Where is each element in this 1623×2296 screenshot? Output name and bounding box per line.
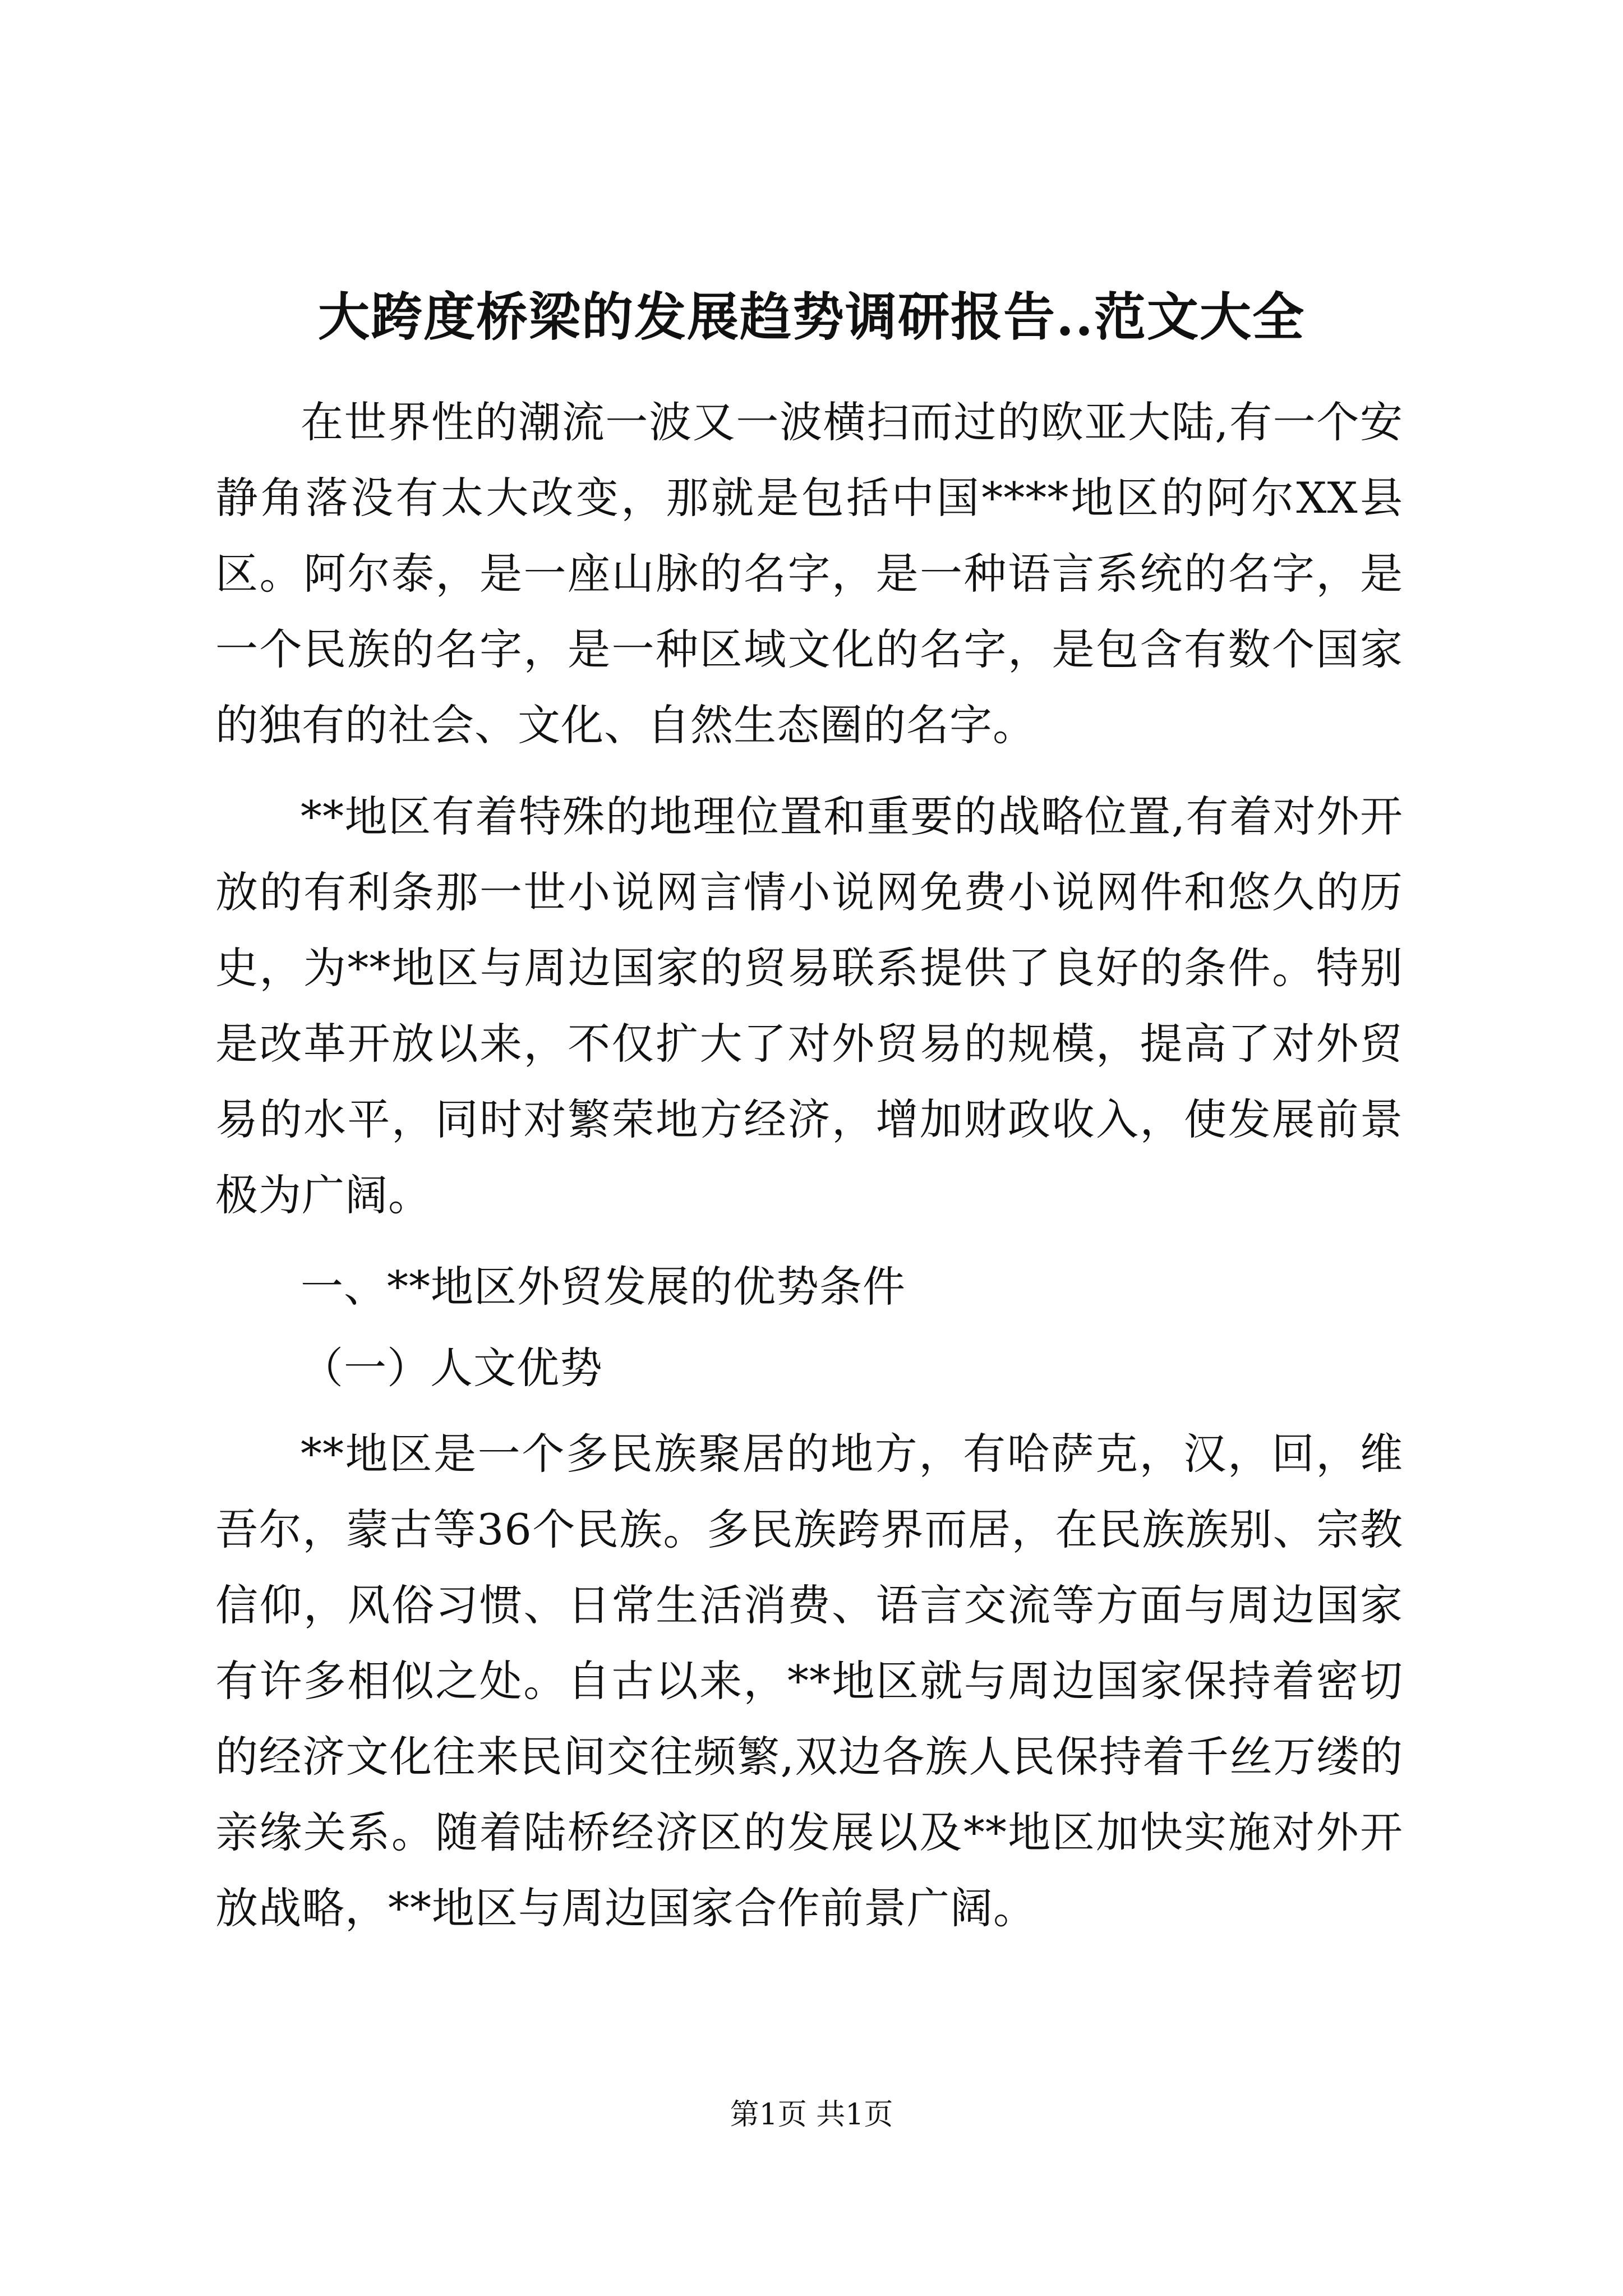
paragraph-cultural-advantage: **地区是一个多民族聚居的地方，有哈萨克，汉，回，维吾尔，蒙古等36个民族。多民族跨界而居，在民族族别、宗教信仰，风俗习惯、日常生活消费、语言交流等方面与周边国家有许多相似之处。自古以来，**地区就与周边国家保持着密切的经济文化往来民间交往频繁,双边各族人民保持着千丝万缕的亲缘关系。随着陆桥经济区的发展以及**地区加快实施对外开放战略，**地区与周边国家合作前景广阔。 — [215, 1429, 1403, 1933]
page-footer: 第1页 共1页 — [730, 2098, 893, 2132]
paragraph-region-overview: **地区有着特殊的地理位置和重要的战略位置,有着对外开放的有利条那一世小说网言情小说网免费小说网件和悠久的历史，为**地区与周边国家的贸易联系提供了良好的条件。特别是改革开放以来，不仅扩大了对外贸易的规模，提高了对外贸易的水平，同时对繁荣地方经济，增加财政收入，使发展前景极为广阔。 — [215, 792, 1403, 1220]
document-title: 大跨度桥梁的发展趋势调研报告..范文大全 — [317, 287, 1306, 347]
document-body — [215, 384, 1403, 1946]
paragraph-intro: 在世界性的潮流一波又一波横扫而过的欧亚大陆,有一个安静角落没有太大改变，那就是包括中国****地区的阿尔XX县区。阿尔泰，是一座山脉的名字，是一种语言系统的名字，是一个民族的名字，是一种区域文化的名字，是包含有数个国家的独有的社会、文化、自然生态圈的名字。 — [215, 397, 1403, 750]
subsection-heading: （一）人文优势 — [301, 1343, 603, 1393]
section-heading: 一、**地区外贸发展的优势条件 — [301, 1262, 906, 1312]
